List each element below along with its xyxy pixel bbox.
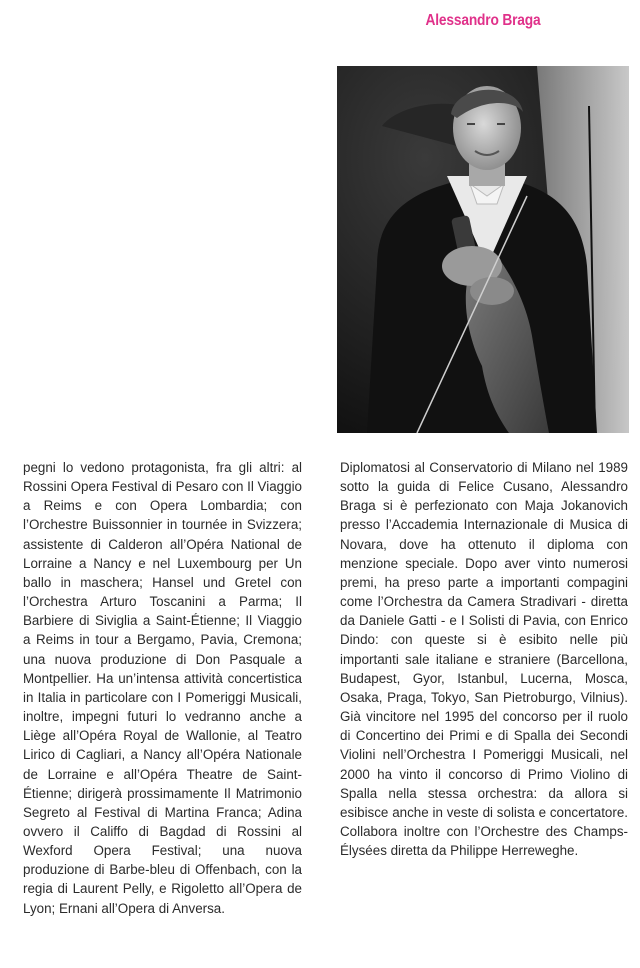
portrait-illustration <box>337 66 629 433</box>
biography-paragraph-left: pegni lo vedono protagonista, fra gli altri: al Rossini Opera Festival di Pesaro con Il Viaggio a Reims e con Opera Lombardia; con l’Orchestre Buissonnier in tournée in Svizzera; assistente di Calderon all’Opéra National de Lorraine a Nancy e nel Luxembourg per Un ballo in maschera; Hansel und Gretel con l’Orchestra Arturo Toscanini a Parma; Il Barbiere di Siviglia a Saint-Étienne; Il Viaggio a Reims in tour a Bergamo, Pavia, Cremona; una nuova produzione di Don Pasquale a Montpellier. Ha un’intensa attività concertistica in Italia in particolare con I Pomeriggi Musicali, inoltre, impegni futuri lo vedranno anche a Liège all’Opéra Royal de Wallonie, al Teatro Lirico di Cagliari, a Nancy all’Opéra Nationale de Lorraine e all’Opéra Theatre de Saint-Étienne; dirigerà prossimamente Il Matrimonio Segreto al Festival di Martina Franca; Adina ovvero il Califfo di Bagdad di Rossini al Wexford Opera Festival; una nuova produzione di Barbe-bleu di Offenbach, con la regia di Laurent Pelly, e Rigoletto all’Opera de Lyon; Ernani all’Opera di Anversa. <box>23 460 302 916</box>
biography-column-left <box>23 458 302 918</box>
biography-column-right <box>340 458 628 860</box>
artist-name-heading: Alessandro Braga <box>425 12 541 29</box>
biography-paragraph-right: Diplomatosi al Conservatorio di Milano nel 1989 sotto la guida di Felice Cusano, Alessandro Braga si è perfezionato con Maja Jokanovich presso l’Accademia Internazionale di Musica di Novara, dove ha ottenuto il diploma con menzione speciale. Dopo aver vinto numerosi premi, ha preso parte a importanti compagini come l’Orchestra da Camera Stradivari - diretta da Daniele Gatti - e I Solisti di Pavia, con Enrico Dindo: con queste si è esibito nelle più importanti sale italiane e straniere (Barcellona, Budapest, Gyor, Istanbul, Lucerna, Mosca, Osaka, Praga, Tokyo, San Pietroburgo, Vilnius). Già vincitore nel 1995 del concorso per il ruolo di Concertino dei Primi e di Spalla dei Secondi Violini nell’Orchestra I Pomeriggi Musicali, nel 2000 ha vinto il concorso di Primo Violino di Spalla nella stessa orchestra: da allora si esibisce anche in veste di solista e concertatore. Collabora inoltre con l’Orchestre des Champs-Élysées diretta da Philippe Herreweghe. <box>340 460 628 859</box>
violinist-portrait-photo <box>337 66 629 433</box>
